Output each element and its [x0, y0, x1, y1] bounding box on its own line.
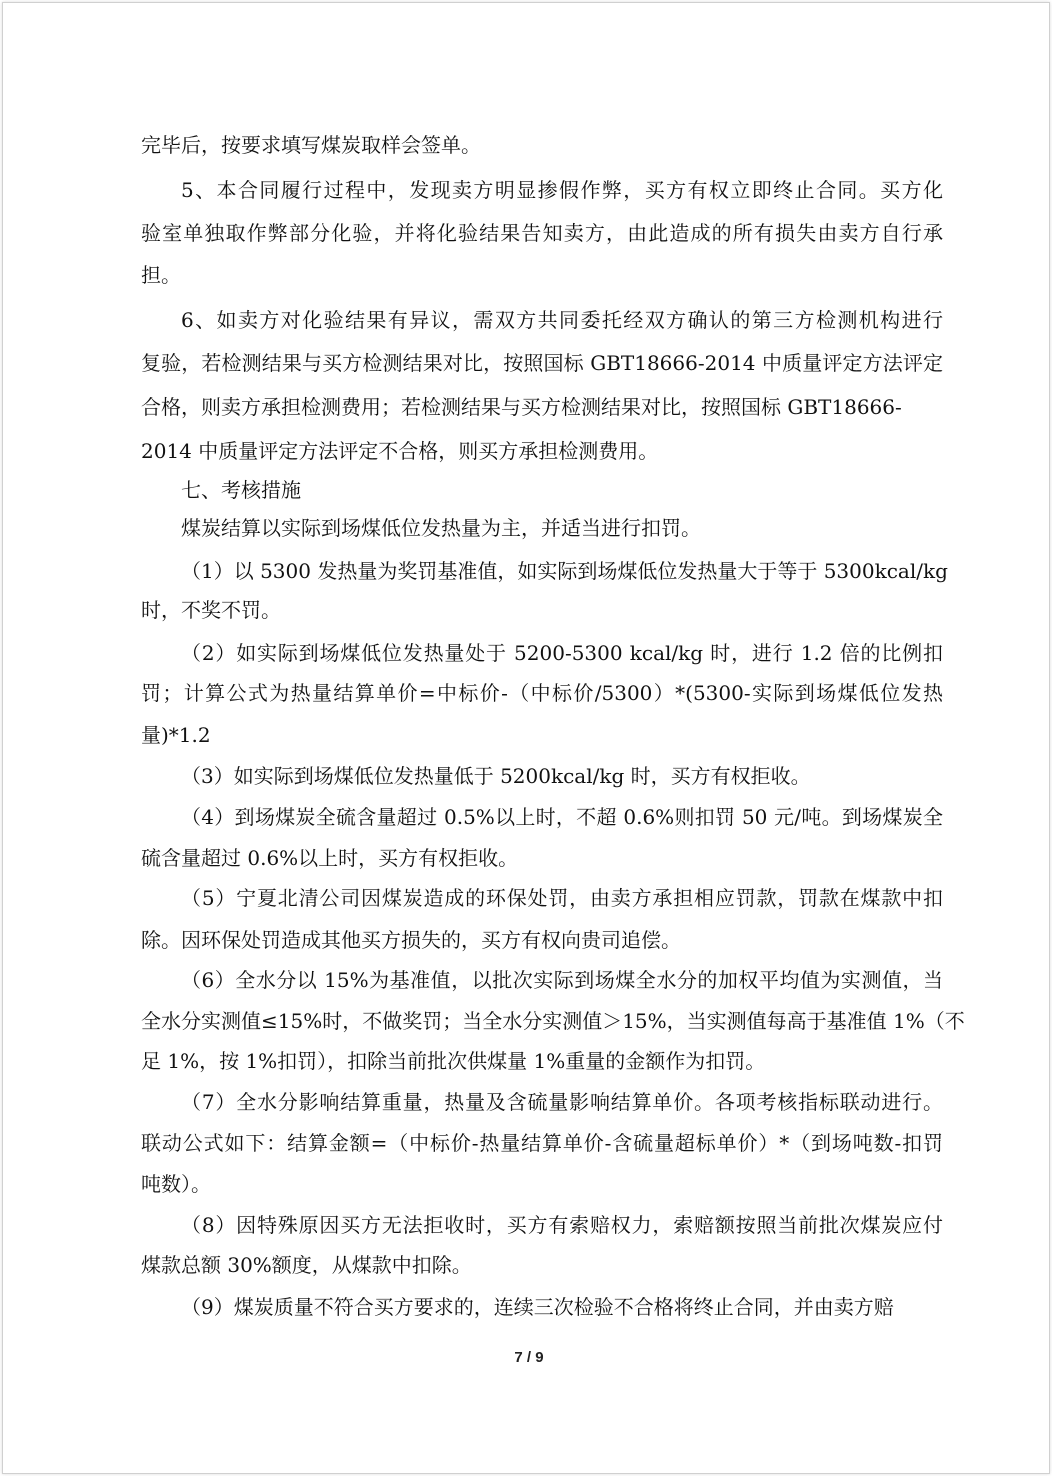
text-line: （8）因特殊原因买方无法拒收时，买方有索赔权力，索赔额按照当前批次煤炭应付 [181, 1213, 943, 1237]
document-page [2, 2, 1050, 1474]
text-line: （6）全水分以 15%为基准值，以批次实际到场煤全水分的加权平均值为实测值，当 [181, 968, 943, 992]
text-line: 5、本合同履行过程中，发现卖方明显掺假作弊，买方有权立即终止合同。买方化 [181, 178, 943, 202]
text-line: 合格，则卖方承担检测费用；若检测结果与买方检测结果对比，按照国标 GBT18666- [141, 395, 902, 419]
text-line: （5）宁夏北清公司因煤炭造成的环保处罚，由卖方承担相应罚款，罚款在煤款中扣 [181, 886, 943, 910]
text-line: 足 1%，按 1%扣罚），扣除当前批次供煤量 1%重量的金额作为扣罚。 [141, 1049, 766, 1073]
text-line: （3）如实际到场煤低位发热量低于 5200kcal/kg 时，买方有权拒收。 [181, 764, 811, 788]
text-line: 联动公式如下：结算金额=（中标价-热量结算单价-含硫量超标单价）*（到场吨数-扣罚 [141, 1131, 943, 1155]
text-line: 七、考核措施 [181, 478, 301, 502]
text-line: （9）煤炭质量不符合买方要求的，连续三次检验不合格将终止合同，并由卖方赔 [181, 1295, 894, 1319]
text-line: 煤炭结算以实际到场煤低位发热量为主，并适当进行扣罚。 [181, 516, 701, 540]
text-line: （1）以 5300 发热量为奖罚基准值，如实际到场煤低位发热量大于等于 5300kcal/kg [181, 559, 948, 583]
text-line: 吨数）。 [141, 1172, 211, 1196]
text-line: 量)*1.2 [141, 723, 211, 747]
text-line: 硫含量超过 0.6%以上时，买方有权拒收。 [141, 846, 519, 870]
text-line: 担。 [141, 263, 181, 287]
text-line: 完毕后，按要求填写煤炭取样会签单。 [141, 133, 481, 157]
text-line: 罚；计算公式为热量结算单价=中标价-（中标价/5300）*(5300-实际到场煤低位发热 [141, 681, 943, 705]
text-line: 验室单独取作弊部分化验，并将化验结果告知卖方，由此造成的所有损失由卖方自行承 [141, 221, 943, 245]
text-line: 时，不奖不罚。 [141, 598, 281, 622]
text-line: 2014 中质量评定方法评定不合格，则买方承担检测费用。 [141, 439, 659, 463]
text-line: 复验，若检测结果与买方检测结果对比，按照国标 GBT18666-2014 中质量评定方法评定 [141, 351, 943, 375]
text-line: 6、如卖方对化验结果有异议，需双方共同委托经双方确认的第三方检测机构进行 [181, 308, 943, 332]
text-line: 除。因环保处罚造成其他买方损失的，买方有权向贵司追偿。 [141, 928, 681, 952]
page-number: 7 / 9 [514, 1349, 544, 1366]
text-line: （7）全水分影响结算重量，热量及含硫量影响结算单价。各项考核指标联动进行。 [181, 1090, 943, 1114]
text-line: 煤款总额 30%额度，从煤款中扣除。 [141, 1253, 472, 1277]
text-line: 全水分实测值≤15%时，不做奖罚；当全水分实测值＞15%，当实测值每高于基准值 1%（不 [141, 1009, 965, 1033]
text-line: （4）到场煤炭全硫含量超过 0.5%以上时，不超 0.6%则扣罚 50 元/吨。到场煤炭全 [181, 805, 943, 829]
text-line: （2）如实际到场煤低位发热量处于 5200-5300 kcal/kg 时，进行 1.2 倍的比例扣 [181, 641, 943, 665]
